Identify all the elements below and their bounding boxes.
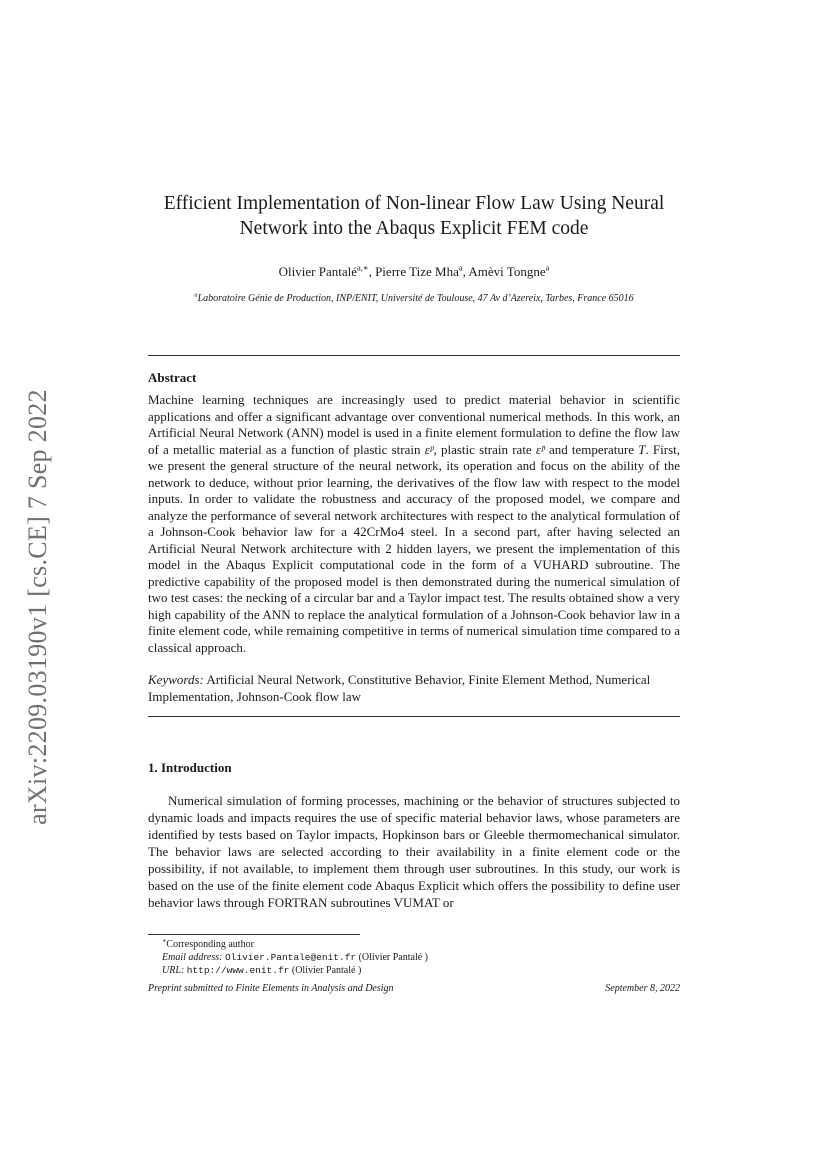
author-affiliation-mark: a (458, 262, 463, 273)
abstract-bottom-rule (148, 716, 680, 717)
keywords (148, 672, 680, 705)
arxiv-sidebar-stamp (18, 372, 58, 842)
keywords-label: Keywords: (148, 672, 204, 687)
footnote-email (162, 952, 428, 963)
preprint-note: Preprint submitted to Finite Elements in Analysis and Design (148, 983, 394, 994)
plastic-strain-symbol: εᵖ (424, 441, 434, 457)
url-label: URL: (162, 965, 185, 976)
url-owner: (Olivier Pantalé ) (291, 965, 362, 976)
footnote-text: Corresponding author (166, 939, 254, 950)
abstract-body (148, 392, 680, 656)
footnote-corresponding (162, 939, 254, 950)
affiliation-mark: a (194, 291, 198, 299)
email-label: Email address: (162, 952, 223, 963)
affiliation (120, 293, 708, 304)
url-link[interactable]: http://www.enit.fr (186, 965, 290, 976)
abstract-text: and temperature (544, 441, 639, 457)
abstract-text: . First, we present the general structure of the neural network, its operation and focus on the ability of the network to deduce, without prior learning, the derivatives of the flow law with respect to the model inputs. In order to validate the robustness and accuracy of the proposed model, we compare and analyze the performance of several network architectures with respect to the analytical formulation of a Johnson-Cook behavior law for a 42CrMo4 steel. In a second part, after having selected an Artificial Neural Network architecture with 2 hidden layers, we present the implementation of this model in the Abaqus Explicit computational code in the form of a VUHARD subroutine. The predictive capability of the proposed model is then demonstrated during the numerical simulation of two test cases: the necking of a circular bar and a Taylor impact test. The results obtained show a very high capability of the ANN to replace the analytical formulation of a Johnson-Cook behavior law in a finite element code, while remaining competitive in terms of numerical simulation time compared to a classical approach. (148, 441, 681, 655)
plastic-strain-rate-symbol: ε̇ᵖ (535, 441, 545, 457)
title-line-1: Efficient Implementation of Non-linear Flow Law Using Neural (163, 193, 665, 214)
introduction-paragraph: Numerical simulation of forming processes, machining or the behavior of structures subjected to dynamic loads and impacts requires the use of specific material behavior laws, whose parameters are identified by tests based on Taylor impacts, Hopkinson bars or Gleeble thermomechanical simulator. The behavior laws are selected according to their availability in a finite element code or the possibility, if not available, to implement them through user subroutines. In this study, our work is based on the use of the finite element code Abaqus Explicit which offers the possibility to define user behavior laws through FORTRAN subroutines VUMAT or (148, 793, 680, 910)
title-line-2: Network into the Abaqus Explicit FEM code (239, 218, 589, 239)
email-owner: (Olivier Pantalé ) (358, 952, 429, 963)
footnote-mark: ∗ (162, 937, 167, 945)
arxiv-identifier: arXiv:2209.03190v1 [cs.CE] 7 Sep 2022 (23, 389, 53, 825)
footnote-url (162, 965, 361, 976)
affiliation-text: Laboratoire Génie de Production, INP/ENIT, Université de Toulouse, 47 Av d’Azereix, Tarbes, France 65016 (197, 293, 634, 304)
paper-title (148, 191, 680, 241)
abstract-heading: Abstract (148, 370, 197, 385)
preprint-date: September 8, 2022 (605, 983, 680, 994)
author-name: , Pierre Tize Mha (368, 264, 459, 279)
author-name: Olivier Pantalé (278, 264, 357, 279)
author-affiliation-mark: a (545, 262, 550, 273)
temperature-symbol: T (638, 441, 646, 457)
abstract-text: , plastic strain rate (433, 441, 536, 457)
author-affiliation-mark: a,∗ (356, 262, 369, 273)
email-address-link[interactable]: Olivier.Pantale@enit.fr (224, 952, 357, 963)
footnote-rule (148, 934, 360, 935)
author-name: , Amèvi Tongne (462, 264, 546, 279)
abstract-text: Machine learning techniques are increasingly used to predict material behavior in scientific applications and offer a significant advantage over conventional numerical methods. In this work, an Artificial Neural Network (ANN) model is used in a finite element formulation to define the flow law of a metallic material as a function of plastic strain (148, 392, 680, 457)
section-heading-introduction: 1. Introduction (148, 760, 232, 775)
keywords-text: Artificial Neural Network, Constitutive Behavior, Finite Element Method, Numerical Implementation, Johnson-Cook flow law (148, 672, 651, 704)
abstract-top-rule (148, 355, 680, 356)
author-list (148, 264, 680, 280)
